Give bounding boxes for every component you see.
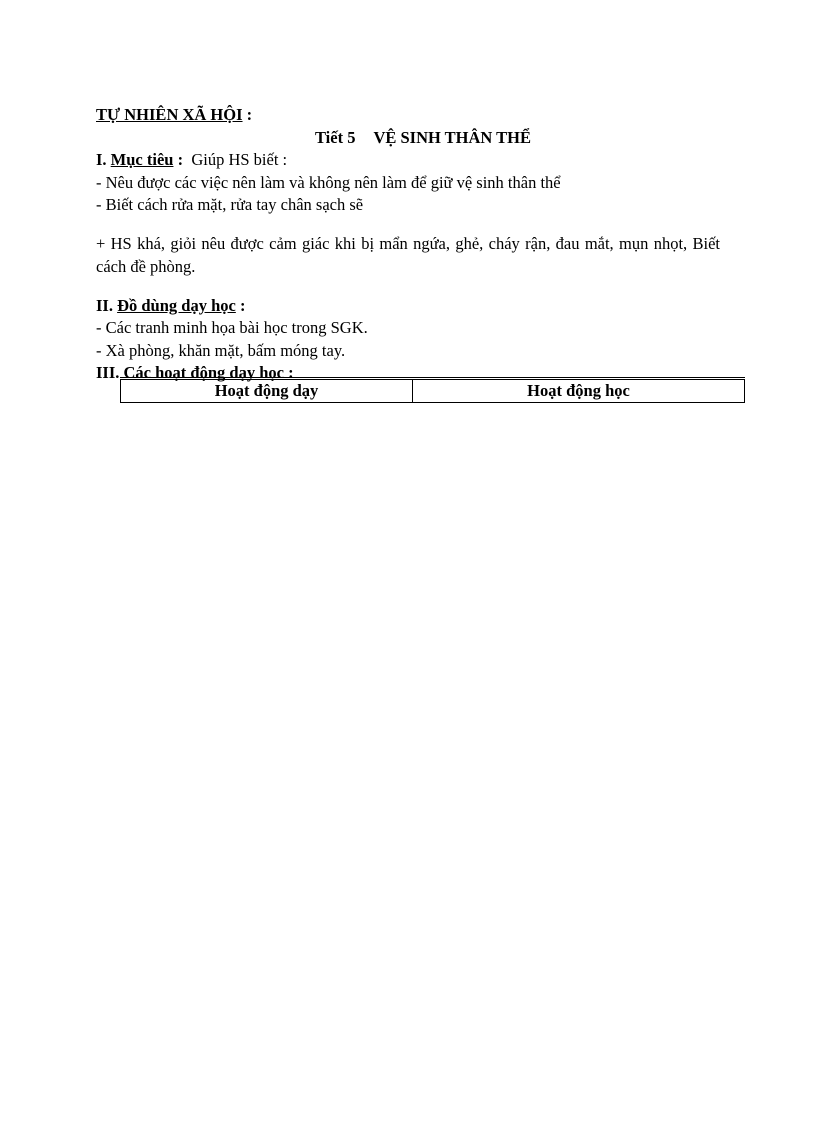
table-header-row <box>121 379 745 403</box>
section1-item: - Biết cách rửa mặt, rửa tay chân sạch sẽ <box>96 195 364 214</box>
section1-item: - Nêu được các việc nên làm và không nên làm để giữ vệ sinh thân thể <box>96 172 561 192</box>
section1-intro: Giúp HS biết : <box>191 150 288 169</box>
section1-item: + HS khá, giỏi nêu được cảm giác khi bị mẩn ngứa, ghẻ, cháy rận, đau mắt, mụn nhọt, Biết cách đề phòng. <box>96 234 720 276</box>
section1-heading: Mục tiêu <box>110 150 174 169</box>
section3-numeral: III. <box>96 363 120 382</box>
lesson-title-line <box>96 127 720 150</box>
subject-title: TỰ NHIÊN XÃ HỘI <box>96 105 243 124</box>
section2-heading-suffix: : <box>235 295 246 315</box>
section2-heading: Đồ dùng dạy học <box>117 295 236 315</box>
section3-heading-suffix: : <box>283 363 294 382</box>
section1-heading-suffix: : <box>173 150 184 169</box>
section2-numeral: II. <box>96 295 113 315</box>
column-header-learning: Hoạt động học <box>413 379 745 403</box>
subject-suffix: : <box>242 105 253 124</box>
section2-heading-line <box>96 295 720 318</box>
section1-numeral: I. <box>96 150 107 169</box>
subject-heading <box>96 104 720 127</box>
lesson-title: VỆ SINH THÂN THỂ <box>373 127 532 147</box>
section3-heading: Các hoạt động dạy học <box>123 363 284 382</box>
column-header-teaching: Hoạt động dạy <box>121 379 413 403</box>
activities-table <box>120 377 745 403</box>
section2-item: - Xà phòng, khăn mặt, bấm móng tay. <box>96 340 346 360</box>
lesson-number: Tiết 5 <box>314 127 356 147</box>
section1-heading-line <box>96 149 720 172</box>
lesson-plan-document <box>96 104 720 385</box>
section2-item: - Các tranh minh họa bài học trong SGK. <box>96 318 368 337</box>
